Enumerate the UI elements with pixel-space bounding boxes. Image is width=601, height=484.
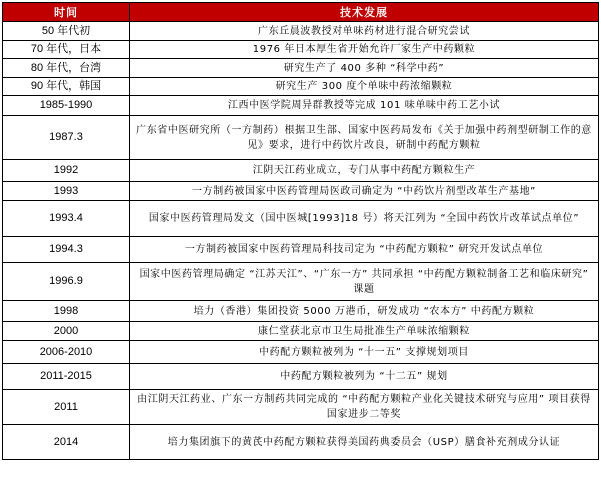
table-row [3,322,599,341]
timeline-table-container [2,2,598,460]
time-cell: 2000 [3,322,130,341]
time-cell: 80 年代，台湾 [3,59,130,78]
table-row [3,182,599,201]
time-cell: 1985-1990 [3,96,130,116]
development-cell: 由江阴天江药业、广东一方制药共同完成的 “中药配方颗粒产业化关键技术研究与应用” 项目获得国家进步二等奖 [130,390,599,425]
time-cell: 2006-2010 [3,341,130,364]
development-cell: 康仁堂获北京市卫生局批准生产单味浓缩颗粒 [130,322,599,341]
column-header-time: 时间 [3,3,130,22]
table-row [3,160,599,182]
table-row [3,237,599,263]
timeline-table [2,2,599,460]
time-cell: 1998 [3,301,130,322]
development-cell: 一方制药被国家中医药管理局医政司确定为 “中药饮片剂型改革生产基地” [130,182,599,201]
table-row [3,301,599,322]
development-cell: 一方制药被国家中医药管理局科技司定为 “中药配方颗粒” 研究开发试点单位 [130,237,599,263]
development-cell: 江阴天江药业成立，专门从事中药配方颗粒生产 [130,160,599,182]
table-row [3,390,599,425]
table-row [3,41,599,59]
development-cell: 研究生产了 400 多种 “科学中药” [130,59,599,78]
development-cell: 中药配方颗粒被列为 “十二五” 规划 [130,364,599,390]
time-cell: 2011-2015 [3,364,130,390]
table-body [3,22,599,460]
time-cell: 70 年代，日本 [3,41,130,59]
development-cell: 培力（香港）集团投资 5000 万港币，研发成功 “农本方” 中药配方颗粒 [130,301,599,322]
development-cell: 1976 年日本厚生省开始允许厂家生产中药颗粒 [130,41,599,59]
table-row [3,425,599,460]
time-cell: 90 年代，韩国 [3,78,130,96]
development-cell: 国家中医药管理局确定 “江苏天江”、“广东一方” 共同承担 “中药配方颗粒制备工艺和临床研究” 课题 [130,263,599,301]
table-row [3,116,599,160]
time-cell: 1996.9 [3,263,130,301]
development-cell: 广东省中医研究所（一方制药）根据卫生部、国家中医药局发布《关于加强中药剂型研制工作的意见》要求，进行中药饮片改良，研制中药配方颗粒 [130,116,599,160]
time-cell: 2011 [3,390,130,425]
development-cell: 广东丘晨波教授对单味药材进行混合研究尝试 [130,22,599,41]
column-header-development: 技术发展 [130,3,599,22]
time-cell: 2014 [3,425,130,460]
table-row [3,201,599,237]
table-row [3,22,599,41]
time-cell: 50 年代初 [3,22,130,41]
development-cell: 培力集团旗下的黄芪中药配方颗粒获得美国药典委员会（USP）膳食补充剂成分认证 [130,425,599,460]
time-cell: 1993 [3,182,130,201]
development-cell: 中药配方颗粒被列为 “十一五” 支撑规划项目 [130,341,599,364]
table-row [3,59,599,78]
time-cell: 1992 [3,160,130,182]
time-cell: 1993.4 [3,201,130,237]
development-cell: 国家中医药管理局发文（国中医城[1993]18 号）将天江列为 “全国中药饮片改革试点单位” [130,201,599,237]
development-cell: 江西中医学院周异群教授等完成 101 味单味中药工艺小试 [130,96,599,116]
table-header-row [3,3,599,22]
table-row [3,263,599,301]
table-row [3,96,599,116]
table-row [3,341,599,364]
development-cell: 研究生产 300 度个单味中药浓缩颗粒 [130,78,599,96]
time-cell: 1987.3 [3,116,130,160]
table-row [3,364,599,390]
table-row [3,78,599,96]
time-cell: 1994.3 [3,237,130,263]
